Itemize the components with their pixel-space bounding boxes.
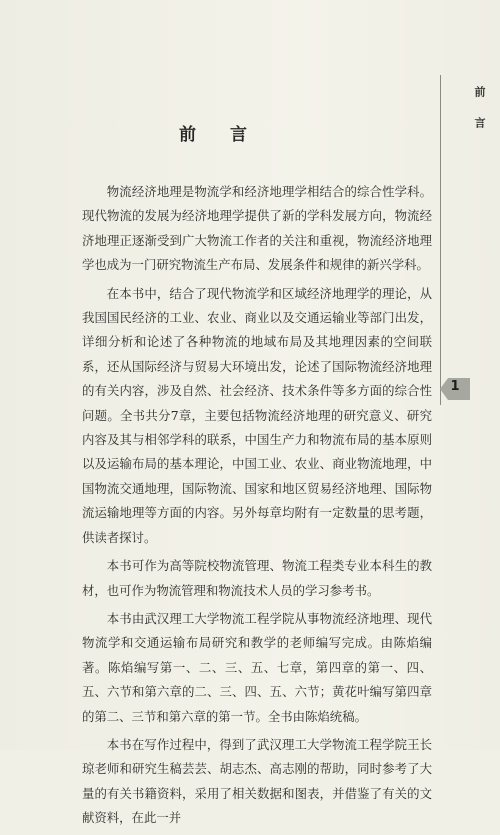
paragraph: 本书由武汉理工大学物流工程学院从事物流经济地理、现代物流学和交通运输布局研究和教学的老师编写完成。由陈焰编著。陈焰编写第一、二、三、五、七章，第四章的第一、四、五、六节和第六章的二、三、四、五、六节；黄花叶编写第四章的第二、三节和第六章的第一节。全书由陈焰统稿。 [82,610,432,724]
body-text [82,180,432,835]
page-number: 1 [450,379,460,394]
paragraph: 在本书中，结合了现代物流学和区域经济地理学的理论，从我国国民经济的工业、农业、商业以及交通运输业等部门出发，详细分析和论述了各种物流的地域布局及其地理因素的空间联系，还从国际经济与贸易大环境出发，论述了国际物流经济地理的有关内容，涉及自然、社会经济、技术条件等多方面的综合性问题。全书共分7章，主要包括物流经济地理的研究意义、研究内容及其与相邻学科的联系，中国生产力和物流布局的基本原则以及运输布局的基本理论，中国工业、农业、商业物流地理，中国物流交通地理，国际物流、国家和地区贸易经济地理、国际物流运输地理等方面的内容。另外每章均附有一定数量的思考题，供读者探讨。 [82,285,432,545]
paragraph: 物流经济地理是物流学和经济地理学相结合的综合性学科。现代物流的发展为经济地理学提供了新的学科发展方向，物流经济地理正逐渐受到广大物流工作者的关注和重视，物流经济地理学也成为一门研究物流生产布局、发展条件和规律的新兴学科。 [82,184,432,273]
page-title: 前 言 [179,125,261,145]
running-header: 前 言 [473,86,486,136]
side-rule [440,75,441,405]
paragraph: 本书可作为高等院校物流管理、物流工程类专业本科生的教材，也可作为物流管理和物流技术人员的学习参考书。 [82,558,432,598]
paragraph: 本书在写作过程中，得到了武汉理工大学物流工程学院王长琼老师和研究生稿芸芸、胡志杰、高志刚的帮助，同时参考了大量的有关书籍资料，采用了相关数据和图表，并借鉴了有关的文献资料，在此一并 [82,736,432,826]
